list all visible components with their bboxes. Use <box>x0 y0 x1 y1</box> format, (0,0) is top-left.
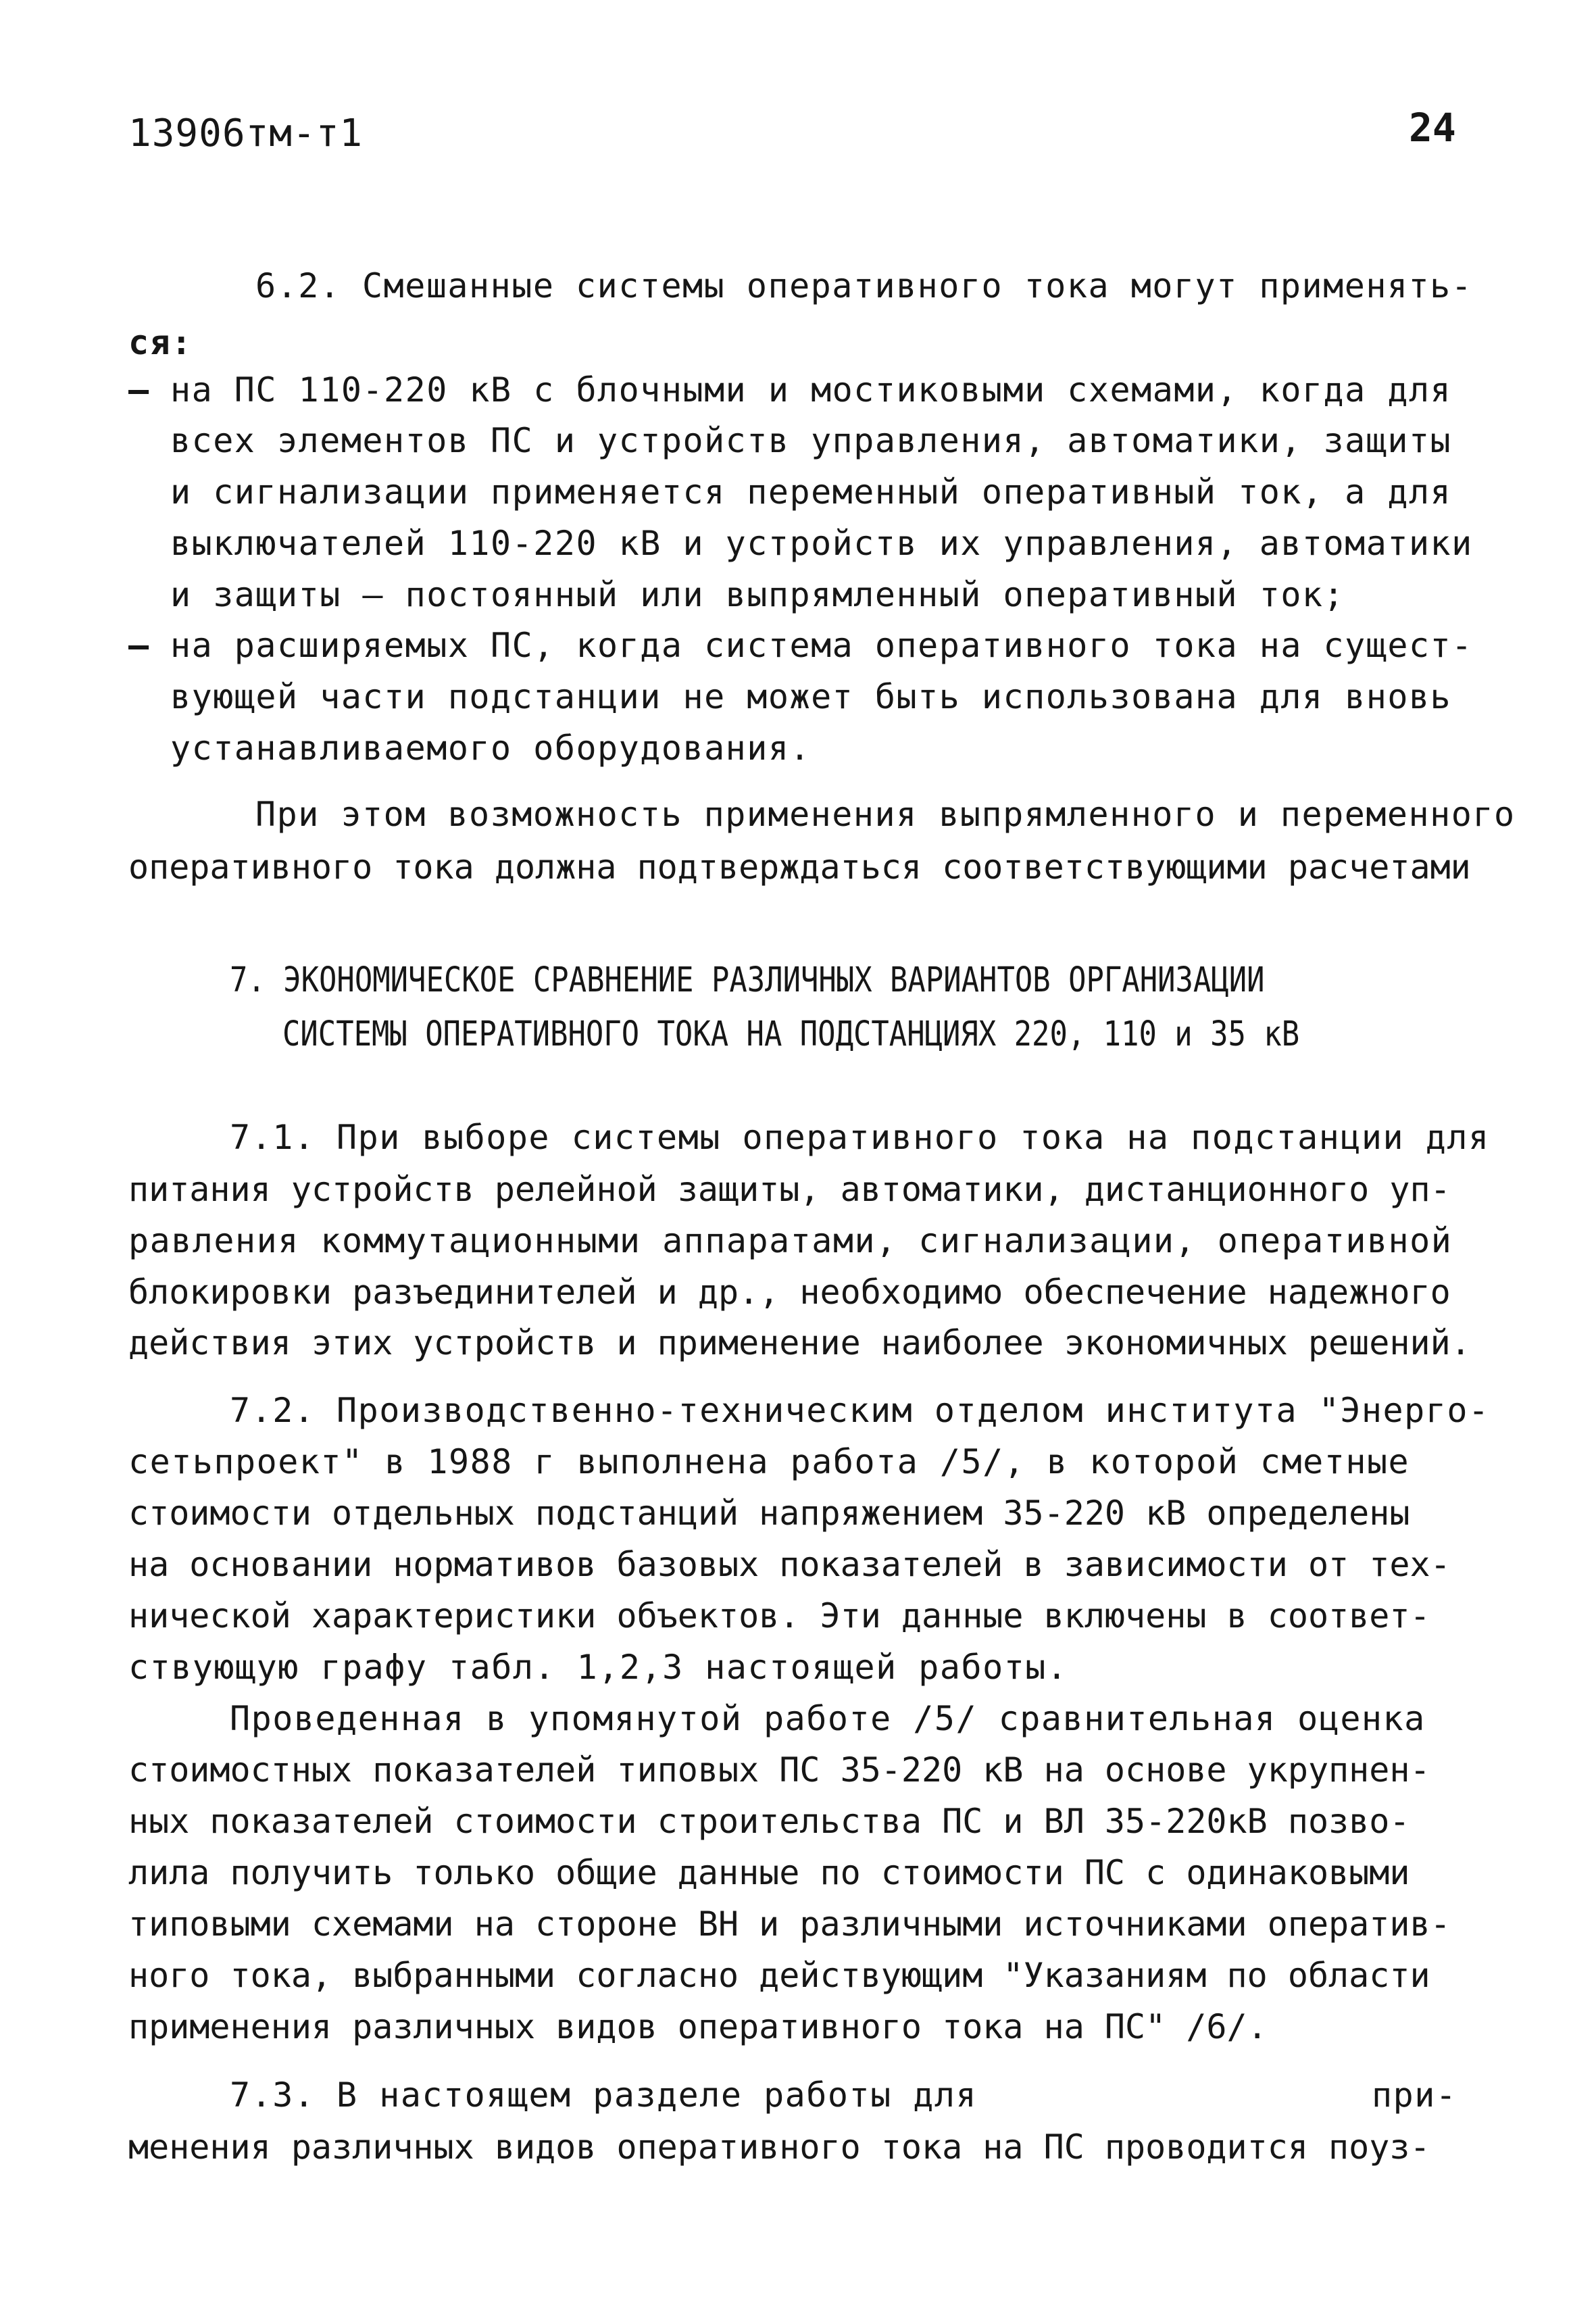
text-line: действия этих устройств и применение наиболее экономичных решений. <box>128 1323 1471 1362</box>
text-line: 6.2. Смешанные системы оперативного тока могут применять- <box>255 266 1473 305</box>
page-number: 24 <box>1409 105 1456 151</box>
text-line: применения различных видов оперативного тока на ПС" /6/. <box>128 2007 1268 2046</box>
text-line: ствующую графу табл. 1,2,3 настоящей работы. <box>128 1648 1068 1687</box>
text-line: устанавливаемого оборудования. <box>170 729 812 768</box>
text-line: оперативного тока должна подтверждаться соответствующими расчетами <box>128 847 1471 887</box>
text-line: При этом возможность применения выпрямленного и переменного <box>255 795 1516 834</box>
text-line: и защиты – постоянный или выпрямленный оперативный ток; <box>170 575 1345 614</box>
text-line: всех элементов ПС и устройств управления, автоматики, защиты <box>170 421 1452 460</box>
text-line: ных показателей стоимости строительства ПС и ВЛ 35-220кВ позво- <box>128 1802 1410 1841</box>
document-code: 13906тм-т1 <box>128 112 364 155</box>
text-line: на основании нормативов базовых показателей в зависимости от тех- <box>128 1545 1451 1584</box>
text-line: блокировки разъединителей и др., необходимо обеспечение надежного <box>128 1273 1451 1312</box>
text-line: нической характеристики объектов. Эти данные включены в соответ- <box>128 1596 1430 1635</box>
text-line: ного тока, выбранными согласно действующим "Указаниям по области <box>128 1956 1430 1995</box>
list-item: – на расширяемых ПС, когда система оперативного тока на сущест- <box>170 629 1473 662</box>
text-line: вующей части подстанции не может быть использована для вновь <box>170 677 1452 716</box>
list-item: – на ПС 110-220 кВ с блочными и мостиковыми схемами, когда для <box>170 373 1451 407</box>
text-line: стоимости отдельных подстанций напряжением 35-220 кВ определены <box>128 1494 1410 1533</box>
text-line: 7.3. В настоящем разделе работы для <box>230 2075 978 2115</box>
text-line: выключателей 110-220 кВ и устройств их управления, автоматики <box>170 524 1473 563</box>
text-line: 7.2. Производственно-техническим отделом института "Энерго- <box>230 1391 1490 1430</box>
text-line: лила получить только общие данные по стоимости ПС с одинаковыми <box>128 1853 1410 1892</box>
text-line: питания устройств релейной защиты, автоматики, дистанционного уп- <box>128 1170 1451 1209</box>
text-line: и сигнализации применяется переменный оперативный ток, а для <box>170 472 1452 512</box>
text-line: равления коммутационными аппаратами, сигнализации, оперативной <box>128 1221 1453 1260</box>
text-line: сетьпроект" в 1988 г выполнена работа /5/, в которой сметные <box>128 1442 1410 1481</box>
text-line: 7.1. При выборе системы оперативного тока на подстанции для <box>230 1118 1490 1157</box>
text-line: менения различных видов оперативного тока на ПС проводится поуз- <box>128 2127 1430 2167</box>
text-line: при- <box>1372 2075 1457 2115</box>
heading-line: СИСТЕМЫ ОПЕРАТИВНОГО ТОКА НА ПОДСТАНЦИЯХ 220, 110 и 35 кВ <box>282 1014 1300 1054</box>
text-line: ся: <box>128 323 193 362</box>
text-line: Проведенная в упомянутой работе /5/ сравнительная оценка <box>230 1699 1426 1738</box>
heading-line: 7. ЭКОНОМИЧЕСКОЕ СРАВНЕНИЕ РАЗЛИЧНЫХ ВАРИАНТОВ ОРГАНИЗАЦИИ <box>230 960 1265 1000</box>
text-line: стоимостных показателей типовых ПС 35-220 кВ на основе укрупнен- <box>128 1750 1430 1790</box>
text-line: типовыми схемами на стороне ВН и различными источниками оператив- <box>128 1904 1451 1944</box>
